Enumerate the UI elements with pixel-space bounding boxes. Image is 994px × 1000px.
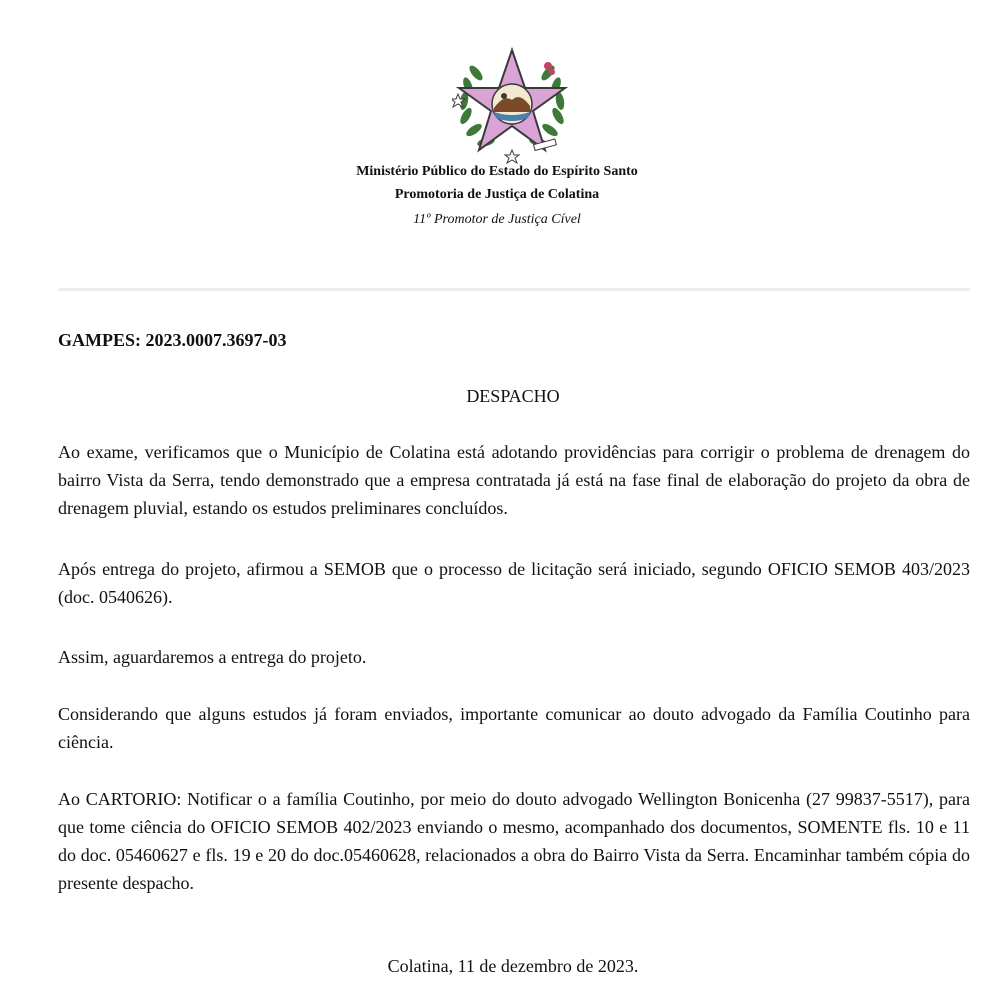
gampes-number: GAMPES: 2023.0007.3697-03	[58, 330, 287, 350]
institution-name: Ministério Público do Estado do Espírito Santo	[356, 164, 638, 179]
office-name: Promotoria de Justiça de Colatina	[394, 187, 600, 202]
document-title: DESPACHO	[466, 386, 560, 406]
paragraph: Ao CARTORIO: Notificar o a família Coutinho, por meio do douto advogado Wellington Bonicenha (27 99837-5517), para que tome ciência do OFICIO SEMOB 402/2023 enviando o mesmo, acompanhado dos documentos, SOMENTE fls. 10 e 11 do doc. 05460627 e fls. 19 e 20 do doc.05460628, relacionados a obra do Bairro Vista da Serra. Encaminhar também cópia do presente despacho.	[58, 789, 970, 893]
paragraph: Considerando que alguns estudos já foram enviados, importante comunicar ao douto advogado da Família Coutinho para ciência.	[58, 704, 970, 752]
header-divider	[58, 288, 970, 291]
paragraph: Após entrega do projeto, afirmou a SEMOB que o processo de licitação será iniciado, segundo OFICIO SEMOB 403/2023 (doc. 0540626).	[58, 559, 970, 607]
paragraph: Ao exame, verificamos que o Município de Colatina está adotando providências para corrigir o problema de drenagem do bairro Vista da Serra, tendo demonstrado que a empresa contratada já está na fase final de elaboração do projeto da obra de drenagem pluvial, estando os estudos preliminares concluídos.	[58, 442, 970, 518]
date-line: Colatina, 11 de dezembro de 2023.	[387, 956, 639, 976]
promotor-role: 11º Promotor de Justiça Cível	[413, 212, 581, 227]
state-coat-of-arms-icon	[452, 46, 572, 164]
paragraph: Assim, aguardaremos a entrega do projeto.	[58, 647, 367, 667]
